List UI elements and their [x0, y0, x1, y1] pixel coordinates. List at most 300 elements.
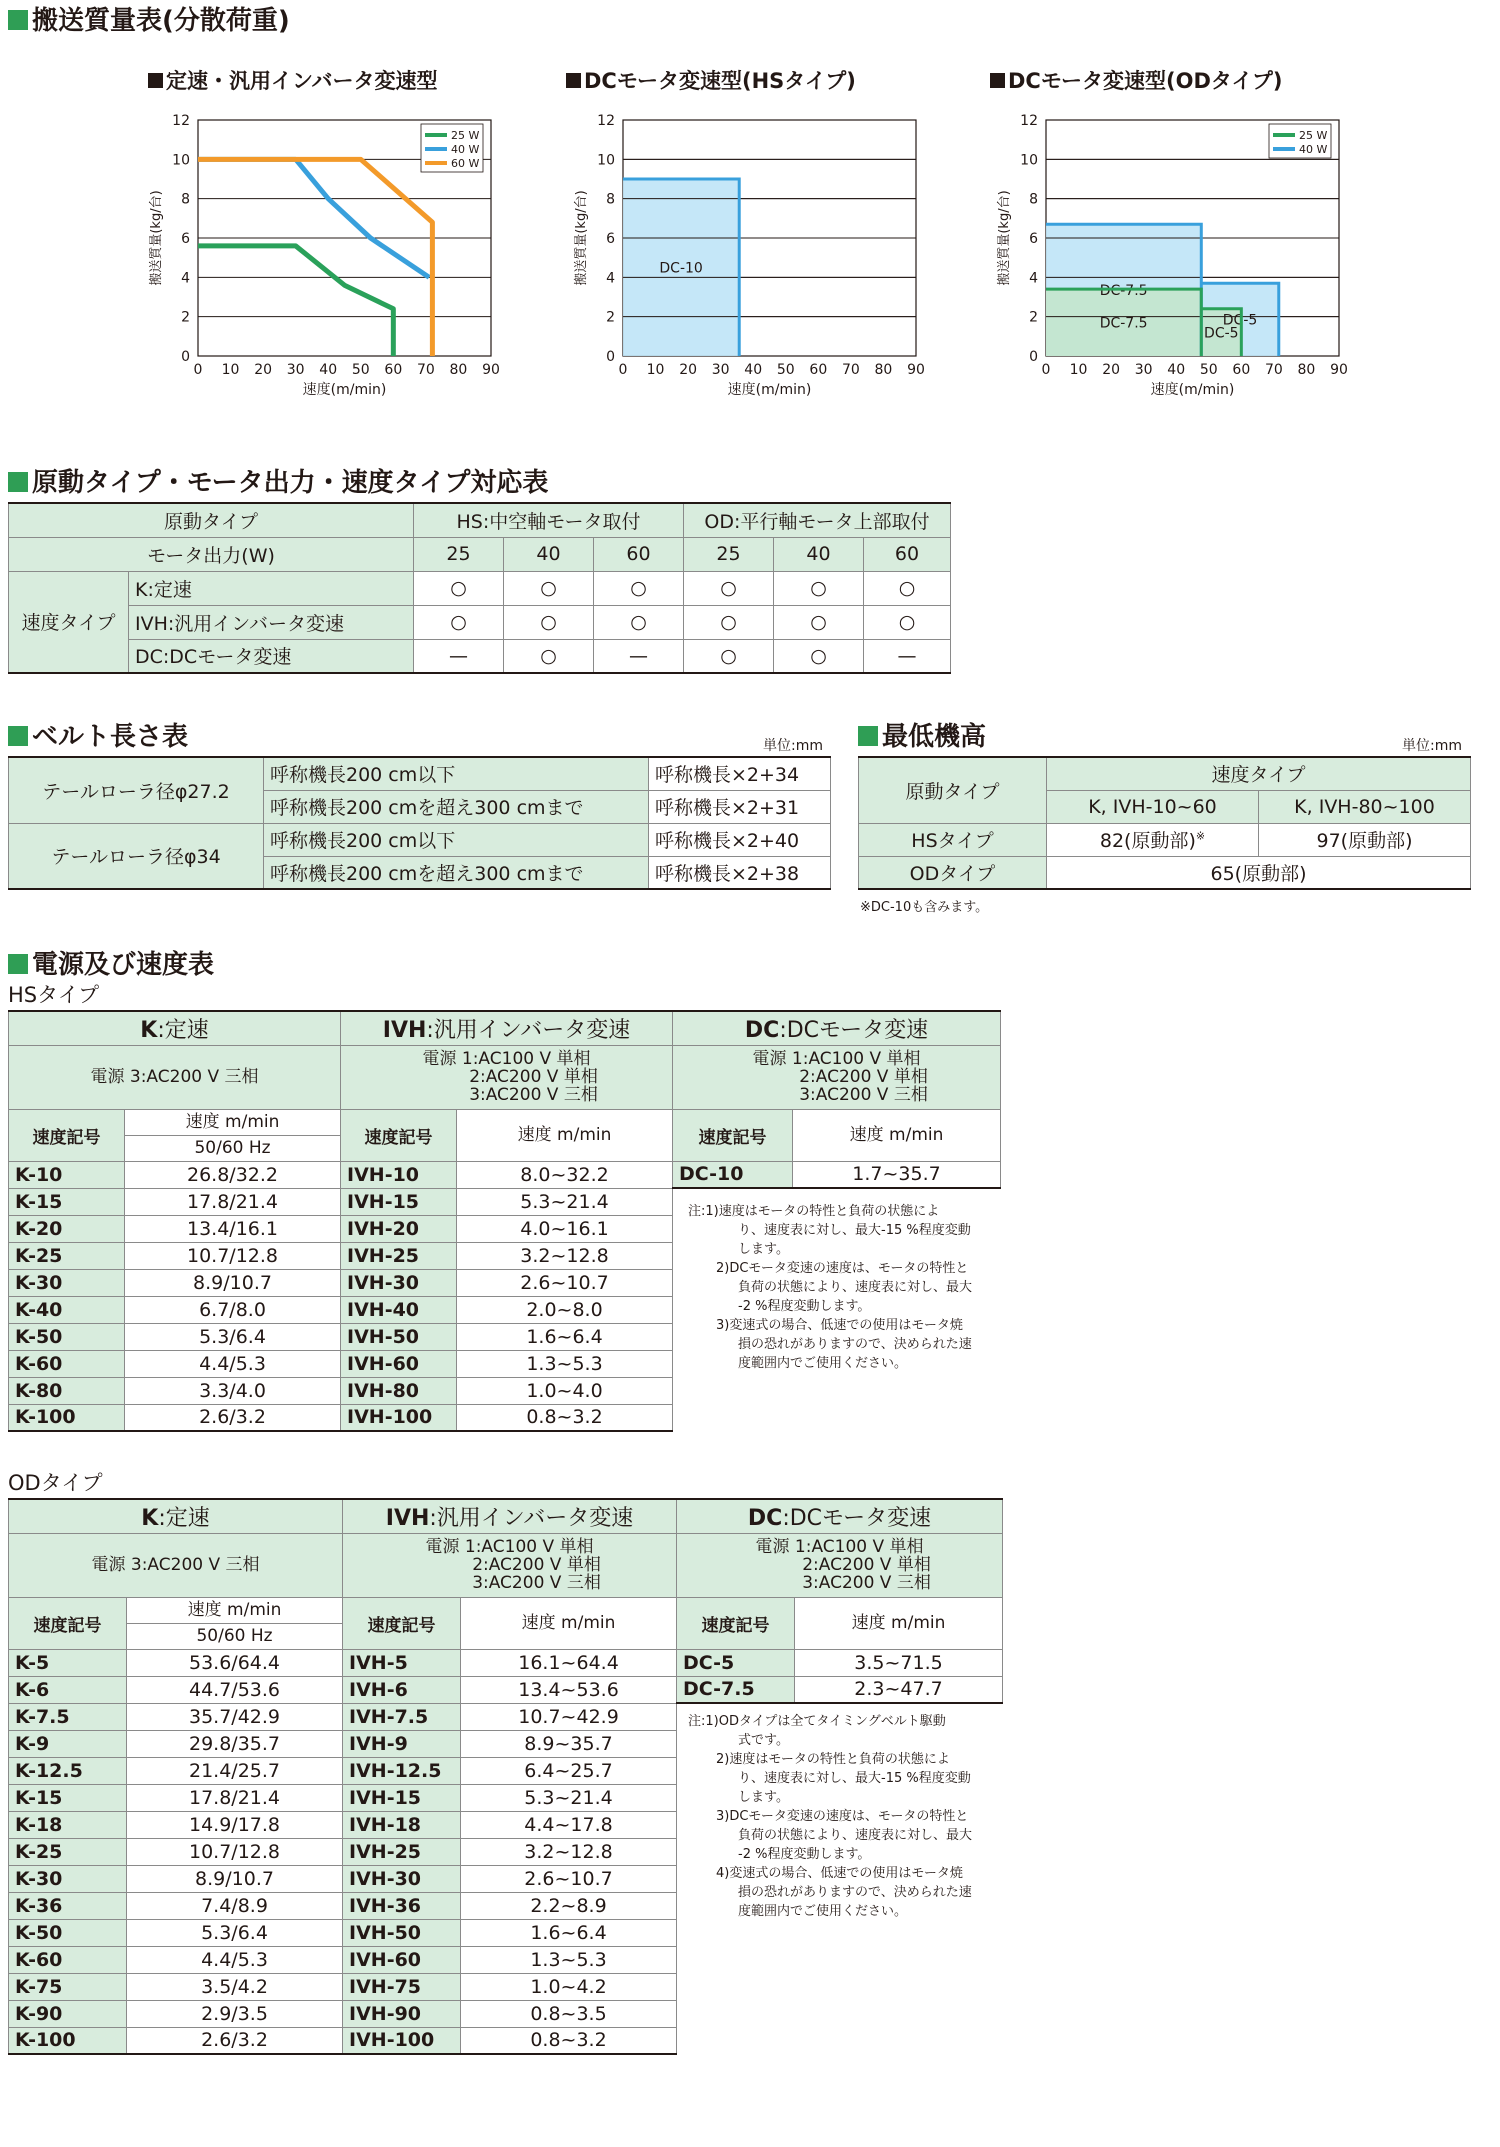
- x-tick-label: 70: [841, 362, 860, 378]
- section-title-compat: 原動タイプ・モータ出力・速度タイプ対応表: [8, 468, 548, 498]
- od-k-speed: 29.8/35.7: [127, 1730, 343, 1757]
- od-dc-empty: [677, 1919, 795, 1946]
- power-line: 2:AC200 V 単相: [469, 1067, 598, 1087]
- x-tick-label: 60: [384, 362, 403, 378]
- belt-cond: 呼称機長200 cm以下: [264, 757, 649, 790]
- belt-val: 呼称機長×2+31: [649, 790, 831, 823]
- od-dc-empty: [795, 1919, 1003, 1946]
- x-tick-label: 30: [286, 362, 305, 378]
- x-axis-label: 速度(m/min): [1150, 382, 1235, 398]
- section-title-power: 電源及び速度表: [8, 950, 214, 980]
- od-dc-empty: [677, 2000, 795, 2027]
- compat-row-label: DC:DCモータ変速: [129, 639, 414, 673]
- od-k-hz-label: 50/60 Hz: [127, 1623, 343, 1649]
- belt-cond: 呼称機長200 cm以下: [264, 823, 649, 856]
- od-k-code: K-9: [9, 1730, 127, 1757]
- hs-dc-power: [673, 1045, 1001, 1109]
- od-ivh-code: IVH-50: [343, 1919, 461, 1946]
- hs-ivh-head-code: IVH: [382, 1017, 427, 1043]
- legend-label: 40 W: [1299, 143, 1328, 156]
- x-tick-label: 50: [1199, 362, 1218, 378]
- compat-cell: ○: [414, 571, 504, 605]
- note-line: 式です。: [738, 1733, 789, 1748]
- hs-k-speed: 10.7/12.8: [125, 1242, 341, 1269]
- power-line: 2:AC200 V 単相: [802, 1555, 931, 1575]
- hs-ivh-code: IVH-80: [341, 1377, 457, 1404]
- note-line: 3)変速式の場合、低速での使用はモータ焼: [716, 1318, 963, 1333]
- od-k-code: K-60: [9, 1946, 127, 1973]
- compat-cell: ○: [594, 605, 684, 639]
- od-k-code: K-5: [9, 1649, 127, 1676]
- od-k-code: K-36: [9, 1892, 127, 1919]
- y-tick-label: 4: [606, 270, 615, 287]
- compat-rowhead: 速度タイプ: [9, 571, 129, 673]
- chart1-title: 定速・汎用インバータ変速型: [148, 68, 438, 94]
- hs-ivh-speed: 2.0~8.0: [457, 1296, 673, 1323]
- hs-k-code: K-60: [9, 1350, 125, 1377]
- region-label: DC-7.5: [1099, 283, 1148, 300]
- note-line: します。: [738, 1790, 789, 1805]
- x-tick-label: 0: [618, 362, 628, 378]
- od-dc-empty: [677, 1946, 795, 1973]
- od-ivh-code: IVH-18: [343, 1811, 461, 1838]
- hs-k-power: 電源 3:AC200 V 三相: [9, 1045, 341, 1109]
- hs-ivh-code: IVH-40: [341, 1296, 457, 1323]
- od-k-speed: 14.9/17.8: [127, 1811, 343, 1838]
- od-ivh-code-label: 速度記号: [343, 1597, 461, 1649]
- od-k-speed: 5.3/6.4: [127, 1919, 343, 1946]
- od-ivh-code: IVH-12.5: [343, 1757, 461, 1784]
- y-tick-label: 4: [181, 270, 190, 287]
- x-tick-label: 80: [874, 362, 893, 378]
- hs-dc-empty: [793, 1404, 1001, 1431]
- hs-subtitle: HSタイプ: [8, 983, 100, 1007]
- belt-group: テールローラ径φ27.2: [9, 757, 264, 823]
- hs-k-code: K-20: [9, 1215, 125, 1242]
- hs-dc-empty: [673, 1377, 793, 1404]
- hs-k-code-label: 速度記号: [9, 1109, 125, 1161]
- hs-ivh-code: IVH-25: [341, 1242, 457, 1269]
- od-k-code: K-90: [9, 2000, 127, 2027]
- x-tick-label: 60: [1232, 362, 1251, 378]
- note-line: 負荷の状態により、速度表に対し、最大: [738, 1280, 973, 1295]
- od-ivh-code: IVH-90: [343, 2000, 461, 2027]
- belt-group: テールローラ径φ34: [9, 823, 264, 889]
- hs-ivh-code-label: 速度記号: [341, 1109, 457, 1161]
- x-tick-label: 80: [1297, 362, 1316, 378]
- section-title-height: 最低機高: [858, 722, 986, 752]
- hs-k-code: K-100: [9, 1404, 125, 1431]
- hs-dc-speed-label: 速度 m/min: [793, 1109, 1001, 1161]
- x-tick-label: 0: [1041, 362, 1051, 378]
- od-ivh-code: IVH-30: [343, 1865, 461, 1892]
- region-label: DC-7.5: [1099, 315, 1148, 332]
- od-dc-empty: [677, 1973, 795, 2000]
- hs-ivh-power: [341, 1045, 673, 1109]
- od-k-speed: 8.9/10.7: [127, 1865, 343, 1892]
- hs-ivh-speed: 1.6~6.4: [457, 1323, 673, 1350]
- od-ivh-code: IVH-5: [343, 1649, 461, 1676]
- hs-k-speed: 6.7/8.0: [125, 1296, 341, 1323]
- compat-h-w: 60: [864, 537, 951, 571]
- hs-dc-empty: [673, 1404, 793, 1431]
- od-ivh-speed: 1.6~6.4: [461, 1919, 677, 1946]
- od-dc-empty: [795, 2000, 1003, 2027]
- y-tick-label: 12: [172, 113, 190, 129]
- od-k-speed: 2.6/3.2: [127, 2027, 343, 2054]
- hs-ivh-code: IVH-10: [341, 1161, 457, 1188]
- od-ivh-speed: 2.6~10.7: [461, 1865, 677, 1892]
- legend-label: 40 W: [451, 143, 480, 156]
- od-dc-empty: [795, 1973, 1003, 2000]
- od-ivh-speed: 1.3~5.3: [461, 1946, 677, 1973]
- od-dc-speed: 2.3~47.7: [795, 1676, 1003, 1703]
- height-hs-c2: 97(原動部): [1259, 823, 1471, 856]
- od-k-code: K-100: [9, 2027, 127, 2054]
- od-dc-code: DC-7.5: [677, 1676, 795, 1703]
- compat-h-w: 60: [594, 537, 684, 571]
- power-line: 電源 1:AC100 V 単相: [422, 1049, 591, 1069]
- od-ivh-code: IVH-25: [343, 1838, 461, 1865]
- hs-dc-code: DC-10: [673, 1161, 793, 1188]
- power-line: 3:AC200 V 三相: [802, 1573, 931, 1593]
- height-h-speed: 速度タイプ: [1047, 757, 1471, 790]
- od-k-code: K-7.5: [9, 1703, 127, 1730]
- y-tick-label: 2: [606, 309, 615, 326]
- note-line: -2 %程度変動します。: [738, 1299, 871, 1314]
- compat-cell: —: [594, 639, 684, 673]
- hs-notes: [688, 1202, 1008, 1373]
- compat-cell: —: [864, 639, 951, 673]
- od-ivh-speed: 2.2~8.9: [461, 1892, 677, 1919]
- hs-k-speed: 2.6/3.2: [125, 1404, 341, 1431]
- compat-h-w: 40: [774, 537, 864, 571]
- y-tick-label: 0: [1029, 349, 1038, 365]
- hs-k-code: K-25: [9, 1242, 125, 1269]
- y-tick-label: 10: [172, 152, 190, 169]
- compat-row-label: K:定速: [129, 571, 414, 605]
- od-dc-head: [677, 1499, 1003, 1533]
- od-dc-head-code: DC: [747, 1505, 783, 1531]
- od-ivh-speed: 16.1~64.4: [461, 1649, 677, 1676]
- hs-k-head-text: :定速: [157, 1017, 209, 1043]
- height-hs: HSタイプ: [859, 823, 1047, 856]
- height-hs-c1-value: 82(原動部): [1099, 830, 1196, 852]
- od-k-head-code: K: [141, 1505, 159, 1531]
- od-ivh-speed: 10.7~42.9: [461, 1703, 677, 1730]
- y-axis-label: 搬送質量(kg/台): [574, 190, 589, 286]
- note-line: 度範囲内でご使用ください。: [738, 1904, 908, 1919]
- od-ivh-power: [343, 1533, 677, 1597]
- hs-k-code: K-30: [9, 1269, 125, 1296]
- note-line: 損の恐れがありますので、決められた速: [738, 1337, 972, 1352]
- hs-ivh-speed-label: 速度 m/min: [457, 1109, 673, 1161]
- note-line: -2 %程度変動します。: [738, 1847, 871, 1862]
- x-tick-label: 10: [1069, 362, 1088, 378]
- od-k-code: K-18: [9, 1811, 127, 1838]
- od-ivh-head: [343, 1499, 677, 1533]
- compat-cell: ○: [594, 571, 684, 605]
- note-line: 損の恐れがありますので、決められた速: [738, 1885, 972, 1900]
- compat-h-od: OD:平行軸モータ上部取付: [684, 503, 951, 537]
- x-tick-label: 10: [221, 362, 240, 378]
- od-k-speed: 21.4/25.7: [127, 1757, 343, 1784]
- od-ivh-code: IVH-6: [343, 1676, 461, 1703]
- height-h-c2: K, IVH-80~100: [1259, 790, 1471, 823]
- y-tick-label: 4: [1029, 270, 1038, 287]
- note-line: 2)DCモータ変速の速度は、モータの特性と: [716, 1261, 969, 1276]
- compat-cell: ○: [684, 605, 774, 639]
- hs-k-speed: 3.3/4.0: [125, 1377, 341, 1404]
- y-tick-label: 2: [181, 309, 190, 326]
- note-line: します。: [738, 1242, 789, 1257]
- hs-ivh-speed: 1.3~5.3: [457, 1350, 673, 1377]
- note-line: 度範囲内でご使用ください。: [738, 1356, 908, 1371]
- od-ivh-speed: 0.8~3.5: [461, 2000, 677, 2027]
- compat-cell: ○: [504, 605, 594, 639]
- hs-k-code: K-50: [9, 1323, 125, 1350]
- compat-h-w: 25: [414, 537, 504, 571]
- od-k-head-text: :定速: [158, 1505, 210, 1531]
- hs-ivh-speed: 2.6~10.7: [457, 1269, 673, 1296]
- hs-ivh-code: IVH-50: [341, 1323, 457, 1350]
- power-line: 電源 1:AC100 V 単相: [425, 1537, 594, 1557]
- hs-ivh-code: IVH-20: [341, 1215, 457, 1242]
- belt-table: [8, 756, 831, 890]
- chart3-title: DCモータ変速型(ODタイプ): [990, 68, 1282, 94]
- y-tick-label: 6: [1029, 231, 1038, 247]
- region-label: DC-5: [1222, 312, 1258, 329]
- y-tick-label: 6: [606, 231, 615, 247]
- od-k-power: 電源 3:AC200 V 三相: [9, 1533, 343, 1597]
- od-ivh-code: IVH-100: [343, 2027, 461, 2054]
- od-ivh-speed: 3.2~12.8: [461, 1838, 677, 1865]
- od-k-code: K-15: [9, 1784, 127, 1811]
- note-line: 3)DCモータ変速の速度は、モータの特性と: [716, 1809, 969, 1824]
- od-k-speed: 53.6/64.4: [127, 1649, 343, 1676]
- od-ivh-speed: 13.4~53.6: [461, 1676, 677, 1703]
- power-line: 3:AC200 V 三相: [472, 1573, 601, 1593]
- od-dc-empty: [795, 1946, 1003, 1973]
- compat-h-hs: HS:中空軸モータ取付: [414, 503, 684, 537]
- x-tick-label: 40: [1167, 362, 1186, 378]
- compat-cell: ○: [684, 639, 774, 673]
- hs-ivh-speed: 4.0~16.1: [457, 1215, 673, 1242]
- y-tick-label: 10: [1020, 152, 1038, 169]
- od-k-code: K-30: [9, 1865, 127, 1892]
- x-tick-label: 70: [416, 362, 435, 378]
- od-ivh-speed: 5.3~21.4: [461, 1784, 677, 1811]
- od-ivh-speed: 8.9~35.7: [461, 1730, 677, 1757]
- compat-cell: ○: [864, 571, 951, 605]
- y-tick-label: 8: [181, 191, 190, 208]
- od-dc-code: DC-5: [677, 1649, 795, 1676]
- compat-cell: ○: [414, 605, 504, 639]
- y-axis-label: 搬送質量(kg/台): [997, 190, 1012, 286]
- od-k-speed: 35.7/42.9: [127, 1703, 343, 1730]
- od-k-code: K-75: [9, 1973, 127, 2000]
- compat-table: [8, 502, 951, 674]
- od-k-code: K-6: [9, 1676, 127, 1703]
- note-line: 負荷の状態により、速度表に対し、最大: [738, 1828, 973, 1843]
- y-tick-label: 10: [597, 152, 615, 169]
- hs-k-speed: 8.9/10.7: [125, 1269, 341, 1296]
- power-line: 2:AC200 V 単相: [799, 1067, 928, 1087]
- od-k-speed: 2.9/3.5: [127, 2000, 343, 2027]
- compat-h-w: 25: [684, 537, 774, 571]
- x-tick-label: 20: [679, 362, 698, 378]
- hs-k-code: K-15: [9, 1188, 125, 1215]
- height-hs-c1-mark: ※: [1195, 829, 1206, 843]
- hs-k-speed: 5.3/6.4: [125, 1323, 341, 1350]
- compat-cell: ○: [684, 571, 774, 605]
- od-k-speed: 7.4/8.9: [127, 1892, 343, 1919]
- y-tick-label: 8: [606, 191, 615, 208]
- compat-h-w: 40: [504, 537, 594, 571]
- chart2-title: DCモータ変速型(HSタイプ): [566, 68, 856, 94]
- od-ivh-code: IVH-9: [343, 1730, 461, 1757]
- hs-k-speed-label: 速度 m/min: [125, 1109, 341, 1135]
- hs-k-code: K-10: [9, 1161, 125, 1188]
- belt-unit: 単位:mm: [763, 738, 823, 754]
- height-unit: 単位:mm: [1402, 738, 1462, 754]
- compat-h-drive: 原動タイプ: [9, 503, 414, 537]
- height-note: ※DC-10も含みます。: [860, 900, 989, 915]
- hs-k-head-code: K: [140, 1017, 158, 1043]
- od-ivh-code: IVH-15: [343, 1784, 461, 1811]
- x-tick-label: 30: [1134, 362, 1153, 378]
- hs-ivh-head: [341, 1011, 673, 1045]
- power-line: 2:AC200 V 単相: [472, 1555, 601, 1575]
- hs-ivh-speed: 8.0~32.2: [457, 1161, 673, 1188]
- od-k-head: [9, 1499, 343, 1533]
- x-tick-label: 20: [1102, 362, 1121, 378]
- x-tick-label: 40: [744, 362, 763, 378]
- hs-ivh-speed: 3.2~12.8: [457, 1242, 673, 1269]
- hs-k-speed: 4.4/5.3: [125, 1350, 341, 1377]
- od-k-code-label: 速度記号: [9, 1597, 127, 1649]
- od-ivh-speed-label: 速度 m/min: [461, 1597, 677, 1649]
- hs-ivh-code: IVH-60: [341, 1350, 457, 1377]
- compat-cell: ○: [774, 605, 864, 639]
- hs-ivh-speed: 0.8~3.2: [457, 1404, 673, 1431]
- hs-ivh-head-text: :汎用インバータ変速: [426, 1017, 631, 1043]
- x-tick-label: 10: [646, 362, 665, 378]
- od-k-speed: 4.4/5.3: [127, 1946, 343, 1973]
- od-dc-code-label: 速度記号: [677, 1597, 795, 1649]
- hs-ivh-code: IVH-15: [341, 1188, 457, 1215]
- note-line: 4)変速式の場合、低速での使用はモータ焼: [716, 1866, 963, 1881]
- note-line: 注:1)速度はモータの特性と負荷の状態によ: [688, 1204, 940, 1219]
- hs-k-speed: 13.4/16.1: [125, 1215, 341, 1242]
- height-od: ODタイプ: [859, 856, 1047, 889]
- x-tick-label: 30: [711, 362, 730, 378]
- hs-k-hz-label: 50/60 Hz: [125, 1135, 341, 1161]
- belt-val: 呼称機長×2+34: [649, 757, 831, 790]
- hs-dc-speed: 1.7~35.7: [793, 1161, 1001, 1188]
- power-line: 3:AC200 V 三相: [799, 1085, 928, 1105]
- od-dc-speed-label: 速度 m/min: [795, 1597, 1003, 1649]
- compat-row-label: IVH:汎用インバータ変速: [129, 605, 414, 639]
- y-tick-label: 2: [1029, 309, 1038, 326]
- hs-ivh-code: IVH-30: [341, 1269, 457, 1296]
- chart-dc-od: [988, 105, 1368, 405]
- od-subtitle: ODタイプ: [8, 1471, 103, 1495]
- compat-cell: ○: [504, 639, 594, 673]
- section-title-belt: ベルト長さ表: [8, 722, 188, 752]
- compat-h-output: モータ出力(W): [9, 537, 414, 571]
- od-notes: [688, 1712, 1008, 1921]
- hs-dc-head: [673, 1011, 1001, 1045]
- height-hs-c1: [1047, 823, 1259, 856]
- y-tick-label: 0: [606, 349, 615, 365]
- height-table: [858, 756, 1471, 890]
- od-dc-head-text: :DCモータ変速: [782, 1505, 932, 1531]
- y-tick-label: 8: [1029, 191, 1038, 208]
- compat-cell: ○: [864, 605, 951, 639]
- legend-label: 25 W: [451, 129, 480, 142]
- note-line: 2)速度はモータの特性と負荷の状態によ: [716, 1752, 950, 1767]
- chart-constant-speed: [140, 105, 520, 405]
- y-axis-label: 搬送質量(kg/台): [149, 190, 164, 286]
- compat-cell: ○: [774, 571, 864, 605]
- od-ivh-code: IVH-75: [343, 1973, 461, 2000]
- height-od-all: 65(原動部): [1047, 856, 1471, 889]
- section-title-carry: 搬送質量表(分散荷重): [8, 6, 290, 36]
- hs-k-speed: 17.8/21.4: [125, 1188, 341, 1215]
- od-dc-empty: [795, 2027, 1003, 2054]
- hs-ivh-code: IVH-100: [341, 1404, 457, 1431]
- y-tick-label: 12: [1020, 113, 1038, 129]
- od-k-speed: 10.7/12.8: [127, 1838, 343, 1865]
- compat-cell: —: [414, 639, 504, 673]
- legend-label: 60 W: [451, 157, 480, 170]
- hs-k-head: [9, 1011, 341, 1045]
- x-tick-label: 0: [193, 362, 203, 378]
- y-tick-label: 0: [181, 349, 190, 365]
- od-ivh-code: IVH-36: [343, 1892, 461, 1919]
- x-tick-label: 50: [776, 362, 795, 378]
- od-k-code: K-25: [9, 1838, 127, 1865]
- od-dc-speed: 3.5~71.5: [795, 1649, 1003, 1676]
- y-tick-label: 12: [597, 113, 615, 129]
- od-k-speed-label: 速度 m/min: [127, 1597, 343, 1623]
- hs-ivh-speed: 5.3~21.4: [457, 1188, 673, 1215]
- hs-dc-code-label: 速度記号: [673, 1109, 793, 1161]
- chart-dc-hs: [565, 105, 945, 405]
- od-k-speed: 3.5/4.2: [127, 1973, 343, 2000]
- od-ivh-code: IVH-7.5: [343, 1703, 461, 1730]
- od-k-code: K-50: [9, 1919, 127, 1946]
- x-tick-label: 80: [449, 362, 468, 378]
- hs-dc-empty: [793, 1377, 1001, 1404]
- x-tick-label: 60: [809, 362, 828, 378]
- x-tick-label: 50: [351, 362, 370, 378]
- power-line: 3:AC200 V 三相: [469, 1085, 598, 1105]
- hs-dc-head-text: :DCモータ変速: [779, 1017, 929, 1043]
- hs-ivh-speed: 1.0~4.0: [457, 1377, 673, 1404]
- power-line: 電源 1:AC100 V 単相: [755, 1537, 924, 1557]
- od-ivh-head-text: :汎用インバータ変速: [429, 1505, 634, 1531]
- region-label: DC-5: [1204, 325, 1239, 342]
- od-dc-empty: [677, 2027, 795, 2054]
- compat-cell: ○: [774, 639, 864, 673]
- x-tick-label: 20: [254, 362, 273, 378]
- height-h-drive: 原動タイプ: [859, 757, 1047, 823]
- od-k-speed: 44.7/53.6: [127, 1676, 343, 1703]
- belt-cond: 呼称機長200 cmを超え300 cmまで: [264, 856, 649, 889]
- hs-k-code: K-80: [9, 1377, 125, 1404]
